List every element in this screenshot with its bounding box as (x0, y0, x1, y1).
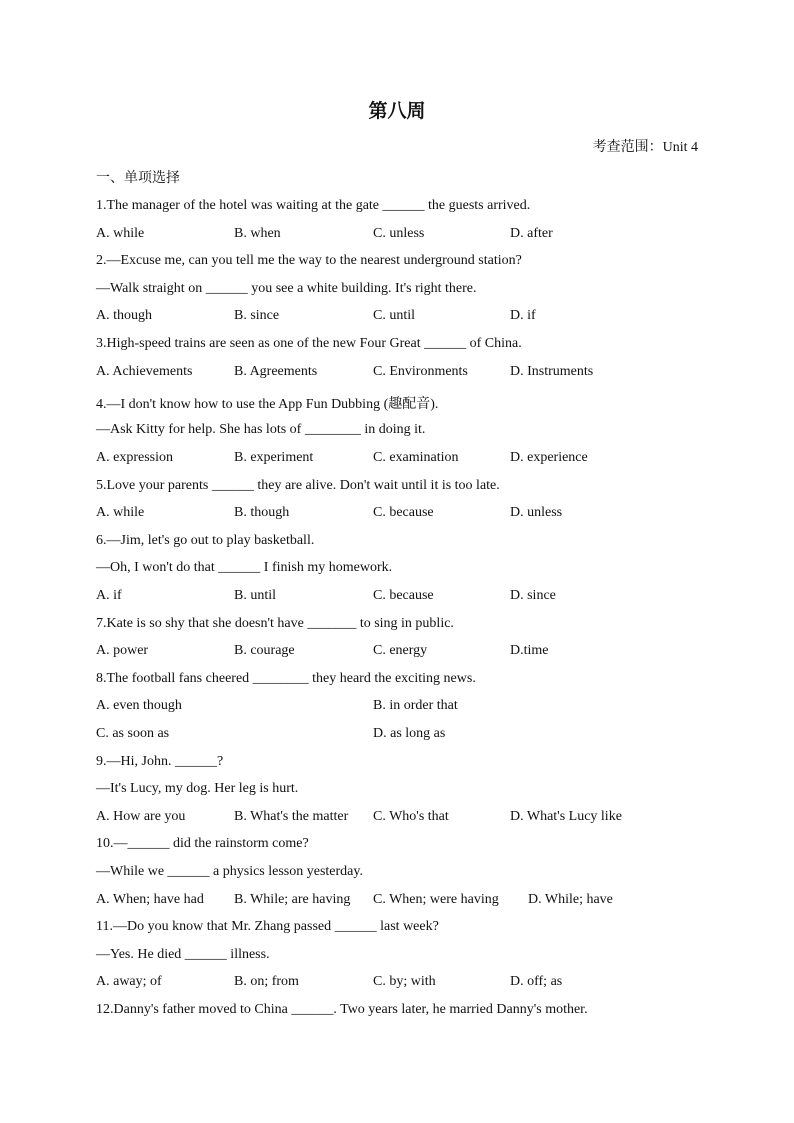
question-8-options-row-1 (96, 698, 696, 718)
question-3-option-c: C. Environments (373, 364, 468, 379)
section-heading: 一、单项选择 (96, 170, 180, 186)
question-2-option-c: C. until (373, 308, 416, 323)
question-9-option-a: A. How are you (96, 809, 186, 824)
question-4-options (96, 450, 696, 470)
question-10-option-c: C. When; were having (373, 892, 499, 907)
question-3-options (96, 364, 696, 384)
question-2-options (96, 308, 696, 328)
question-4-option-c: C. examination (373, 450, 459, 465)
question-4-option-a: A. expression (96, 450, 173, 465)
question-6-option-a: A. if (96, 588, 122, 603)
question-11-option-b: B. on; from (234, 974, 299, 989)
question-8-option-d: D. as long as (373, 726, 446, 741)
question-5-option-b: B. though (234, 505, 290, 520)
question-8-options-row-2 (96, 726, 696, 746)
question-11-stem: 11.—Do you know that Mr. Zhang passed ______ last week? (96, 919, 439, 934)
exam-scope: 考查范围：Unit 4 (592, 140, 698, 155)
question-9-stem: 9.—Hi, John. ______? (96, 754, 224, 769)
question-3-option-a: A. Achievements (96, 364, 193, 379)
question-9-stem-line-2: —It's Lucy, my dog. Her leg is hurt. (96, 781, 299, 796)
question-6-option-c: C. because (373, 588, 434, 603)
question-6-stem: 6.—Jim, let's go out to play basketball. (96, 533, 315, 548)
question-4-option-d: D. experience (510, 450, 588, 465)
question-9-option-b: B. What's the matter (234, 809, 349, 824)
question-7-option-d: D.time (510, 643, 549, 658)
question-2-stem-line-2: —Walk straight on ______ you see a white building. It's right there. (96, 281, 477, 296)
question-7-option-c: C. energy (373, 643, 428, 658)
question-10-stem: 10.—______ did the rainstorm come? (96, 836, 309, 851)
question-5-stem: 5.Love your parents ______ they are alive. Don't wait until it is too late. (96, 478, 500, 493)
question-4-stem: 4.—I don't know how to use the App Fun Dubbing (趣配音). (96, 397, 439, 412)
question-8-stem: 8.The football fans cheered ________ they heard the exciting news. (96, 671, 476, 686)
question-6-option-d: D. since (510, 588, 556, 603)
question-1-options (96, 226, 696, 246)
question-10-option-a: A. When; have had (96, 892, 204, 907)
question-6-options (96, 588, 696, 608)
question-5-options (96, 505, 696, 525)
question-4-option-b: B. experiment (234, 450, 314, 465)
question-7-options (96, 643, 696, 663)
question-2-option-a: A. though (96, 308, 152, 323)
question-9-option-c: C. Who's that (373, 809, 449, 824)
question-9-options (96, 809, 696, 829)
question-9-option-d: D. What's Lucy like (510, 809, 622, 824)
question-1-option-b: B. when (234, 226, 281, 241)
question-10-option-d: D. While; have (528, 892, 613, 907)
question-2-stem: 2.—Excuse me, can you tell me the way to the nearest underground station? (96, 253, 522, 268)
question-2-option-d: D. if (510, 308, 536, 323)
question-4-stem-line-2: —Ask Kitty for help. She has lots of ________ in doing it. (96, 422, 426, 437)
question-10-options (96, 892, 696, 912)
question-3-stem: 3.High-speed trains are seen as one of the new Four Great ______ of China. (96, 336, 522, 351)
question-11-option-d: D. off; as (510, 974, 563, 989)
question-3-option-d: D. Instruments (510, 364, 594, 379)
question-6-option-b: B. until (234, 588, 277, 603)
question-11-option-a: A. away; of (96, 974, 162, 989)
question-10-stem-line-2: —While we ______ a physics lesson yesterday. (96, 864, 363, 879)
question-11-stem-line-2: —Yes. He died ______ illness. (96, 947, 270, 962)
question-8-option-b: B. in order that (373, 698, 458, 713)
question-7-option-b: B. courage (234, 643, 295, 658)
question-11-options (96, 974, 696, 994)
question-8-option-a: A. even though (96, 698, 182, 713)
question-1-stem: 1.The manager of the hotel was waiting at the gate ______ the guests arrived. (96, 198, 531, 213)
question-3-option-b: B. Agreements (234, 364, 318, 379)
question-6-stem-line-2: —Oh, I won't do that ______ I finish my homework. (96, 560, 393, 575)
question-10-option-b: B. While; are having (234, 892, 351, 907)
question-7-option-a: A. power (96, 643, 149, 658)
question-12-stem: 12.Danny's father moved to China ______. Two years later, he married Danny's mother. (96, 1002, 588, 1017)
question-5-option-a: A. while (96, 505, 145, 520)
question-7-stem: 7.Kate is so shy that she doesn't have _______ to sing in public. (96, 616, 454, 631)
question-1-option-a: A. while (96, 226, 145, 241)
question-1-option-c: C. unless (373, 226, 425, 241)
question-11-option-c: C. by; with (373, 974, 436, 989)
question-5-option-c: C. because (373, 505, 434, 520)
question-1-option-d: D. after (510, 226, 553, 241)
question-2-option-b: B. since (234, 308, 280, 323)
question-8-option-c: C. as soon as (96, 726, 170, 741)
page-title: 第八周 (368, 100, 426, 122)
question-5-option-d: D. unless (510, 505, 563, 520)
